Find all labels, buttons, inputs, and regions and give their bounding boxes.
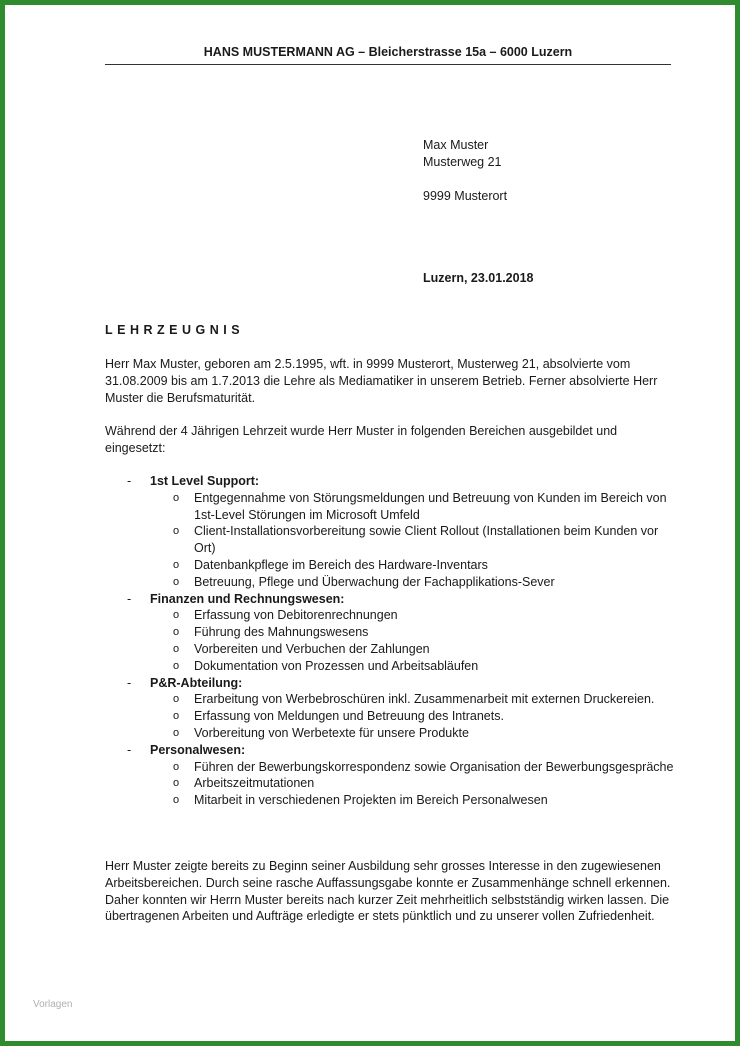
intro-paragraph: Herr Max Muster, geboren am 2.5.1995, wft. in 9999 Musterort, Musterweg 21, absolvierte vom 31.08.2009 bis am 1.7.2013 die Lehre als Mediamatiker in unserem Betrieb. Ferner absolvierte Herr Muster die Berufsmaturität.	[105, 357, 658, 405]
circle-bullet: o	[173, 659, 180, 672]
list-item	[105, 658, 675, 675]
circle-bullet: o	[173, 726, 180, 739]
list-item	[105, 708, 675, 725]
list-item-text: Arbeitszeitmutationen	[194, 776, 315, 791]
list-item	[105, 490, 675, 524]
list-item	[105, 557, 675, 574]
list-item	[105, 792, 675, 809]
list-item-text: Vorbereiten und Verbuchen der Zahlungen	[194, 641, 430, 656]
training-areas-list	[105, 473, 675, 809]
list-item	[105, 691, 675, 708]
section-title: 1st Level Support:	[150, 474, 260, 488]
list-item-text: Erarbeitung von Werbebroschüren inkl. Zusammenarbeit mit externen Druckereien.	[194, 692, 655, 707]
list-item-text: Betreuung, Pflege und Überwachung der Fachapplikations-Sever	[194, 574, 555, 589]
circle-bullet: o	[173, 710, 180, 723]
circle-bullet: o	[173, 626, 180, 639]
dash-bullet: -	[127, 742, 132, 757]
section-title: Personalwesen:	[150, 742, 246, 757]
circle-bullet: o	[173, 525, 180, 538]
list-item	[105, 624, 675, 641]
watermark: Vorlagen	[33, 999, 73, 1010]
circle-bullet: o	[173, 777, 180, 790]
section-heading	[105, 742, 675, 759]
list-item	[105, 607, 675, 624]
list-item	[105, 725, 675, 742]
circle-bullet: o	[173, 575, 180, 588]
circle-bullet: o	[173, 760, 180, 773]
circle-bullet: o	[173, 642, 180, 655]
list-item-text: Erfassung von Meldungen und Betreuung des Intranets.	[194, 709, 504, 724]
recipient-name: Max Muster	[423, 138, 489, 152]
list-item	[105, 574, 675, 591]
document-page	[5, 5, 735, 1041]
recipient-city: 9999 Musterort	[423, 189, 508, 203]
list-item-text: Führung des Mahnungswesens	[194, 625, 369, 640]
dash-bullet: -	[127, 474, 132, 488]
section-heading	[105, 473, 675, 490]
recipient-street: Musterweg 21	[423, 155, 502, 169]
recipient-address	[423, 137, 507, 205]
section-heading	[105, 591, 675, 608]
list-item-text: Client-Installationsvorbereitung sowie Client Rollout (Installationen beim Kunden vor Ort)	[194, 524, 659, 556]
list-item-text: Datenbankpflege im Bereich des Hardware-Inventars	[194, 557, 488, 572]
list-item	[105, 759, 675, 776]
dash-bullet: -	[127, 675, 132, 690]
document-heading: LEHRZEUGNIS	[105, 323, 245, 337]
list-item-text: Entgegennahme von Störungsmeldungen und Betreuung von Kunden im Bereich von 1st-Level Störungen im Microsoft Umfeld	[194, 490, 667, 522]
list-item-text: Erfassung von Debitorenrechnungen	[194, 608, 398, 623]
circle-bullet: o	[173, 558, 180, 571]
circle-bullet: o	[173, 491, 180, 504]
lead-in-paragraph: Während der 4 Jährigen Lehrzeit wurde Herr Muster in folgenden Bereichen ausgebildet und eingesetzt:	[105, 424, 618, 455]
circle-bullet: o	[173, 794, 180, 807]
list-item-text: Mitarbeit in verschiedenen Projekten im Bereich Personalwesen	[194, 793, 548, 808]
list-item-text: Vorbereitung von Werbetexte für unsere Produkte	[194, 725, 469, 740]
circle-bullet: o	[173, 609, 180, 622]
date-line: Luzern, 23.01.2018	[423, 271, 534, 285]
circle-bullet: o	[173, 693, 180, 706]
dash-bullet: -	[127, 591, 132, 606]
letterhead: HANS MUSTERMANN AG – Bleicherstrasse 15a – 6000 Luzern	[105, 45, 671, 65]
section-title: Finanzen und Rechnungswesen:	[150, 591, 345, 606]
section-title: P&R-Abteilung:	[150, 675, 243, 690]
list-item	[105, 523, 675, 557]
section-heading	[105, 675, 675, 692]
list-item	[105, 641, 675, 658]
list-item-text: Führen der Bewerbungskorrespondenz sowie Organisation der Bewerbungsgespräche	[194, 759, 674, 774]
list-item	[105, 775, 675, 792]
closing-paragraph: Herr Muster zeigte bereits zu Beginn seiner Ausbildung sehr grosses Interesse in den zugewiesenen Arbeitsbereichen. Durch seine rasche Auffassungsgabe konnte er Zusammenhänge schnell erkennen. Daher konnten wir Herrn Muster bereits nach kurzer Zeit mehrheitlich selbstständig wirken lassen. Die übertragenen Arbeiten und Aufträge erledigte er stets pünktlich und zu unserer vollen Zufriedenheit.	[105, 859, 671, 924]
address-spacer	[423, 171, 507, 188]
list-item-text: Dokumentation von Prozessen und Arbeitsabläufen	[194, 658, 479, 673]
